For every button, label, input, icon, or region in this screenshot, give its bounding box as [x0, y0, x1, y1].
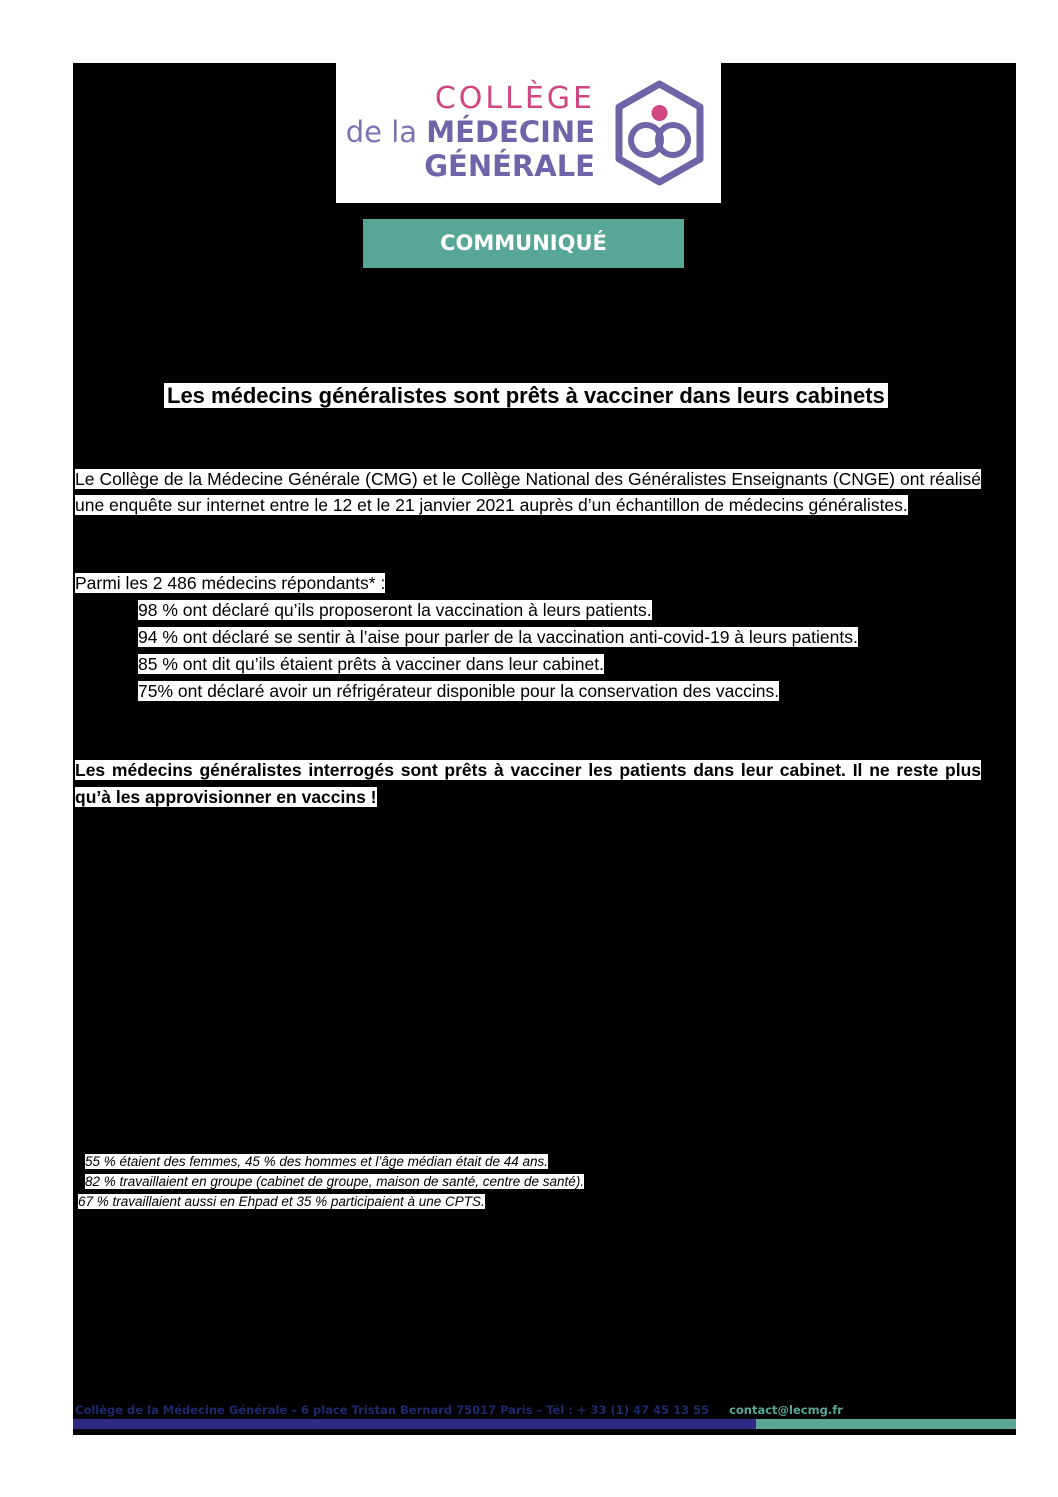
finding-text: 75% ont déclaré avoir un réfrigérateur disponible pour la conservation des vaccins.: [138, 681, 780, 701]
footnote: [78, 1192, 485, 1212]
document-page: [73, 63, 1016, 1435]
communique-banner: COMMUNIQUÉ: [363, 219, 684, 268]
finding-item: [138, 597, 652, 624]
cmg-hexagon-logo-icon: [612, 80, 707, 186]
logo-line-medecine: [345, 115, 595, 149]
logo-line-generale: GÉNÉRALE: [424, 149, 595, 183]
footnote: [85, 1172, 584, 1192]
footnote-text: 82 % travaillaient en groupe (cabinet de groupe, maison de santé, centre de santé).: [85, 1174, 585, 1189]
finding-item: [138, 678, 779, 705]
respondents-intro-text: Parmi les 2 486 médecins répondants* :: [75, 573, 386, 593]
logo-line-de-la: de la: [345, 115, 418, 149]
footer-bar-teal: [756, 1419, 1016, 1429]
intro-paragraph-text: Le Collège de la Médecine Générale (CMG) et le Collège National des Généralistes Enseignants (CNGE) ont réalisé une enquête sur internet entre le 12 et le 21 janvier 2021 auprès d’un échantillon de médecins généralistes.: [75, 469, 981, 516]
logo-line-medecine-bold: MÉDECINE: [426, 115, 595, 149]
footnote-text: 67 % travaillaient aussi en Ehpad et 35 % participaient à une CPTS.: [78, 1194, 485, 1209]
footer-address: Collège de la Médecine Générale – 6 place Tristan Bernard 75017 Paris – Tél : + 33 (1) 47 45 13 55: [75, 1403, 710, 1417]
cmg-logo: [336, 63, 721, 203]
footer-email-link[interactable]: contact@lecmg.fr: [729, 1403, 843, 1417]
logo-line-college: COLLÈGE: [434, 81, 595, 116]
finding-text: 98 % ont déclaré qu’ils proposeront la vaccination à leurs patients.: [138, 600, 652, 620]
title-text: Les médecins généralistes sont prêts à vacciner dans leurs cabinets: [164, 383, 888, 408]
footer-bar-purple: [73, 1419, 756, 1429]
respondents-intro: [75, 570, 385, 597]
footnote: [85, 1152, 548, 1172]
footnote-text: 55 % étaient des femmes, 45 % des hommes et l’âge médian était de 44 ans.: [85, 1154, 549, 1169]
finding-item: [138, 651, 604, 678]
press-release-title: [164, 379, 888, 412]
finding-item: [138, 624, 858, 651]
footer-contact: [75, 1403, 843, 1417]
conclusion-paragraph: [75, 757, 981, 810]
intro-paragraph: [75, 466, 981, 519]
finding-text: 94 % ont déclaré se sentir à l’aise pour parler de la vaccination anti-covid-19 à leurs patients.: [138, 627, 858, 647]
finding-text: 85 % ont dit qu’ils étaient prêts à vacciner dans leur cabinet.: [138, 654, 604, 674]
conclusion-text: Les médecins généralistes interrogés sont prêts à vacciner les patients dans leur cabinet. Il ne reste plus qu’à les approvisionner en vaccins !: [75, 760, 981, 807]
